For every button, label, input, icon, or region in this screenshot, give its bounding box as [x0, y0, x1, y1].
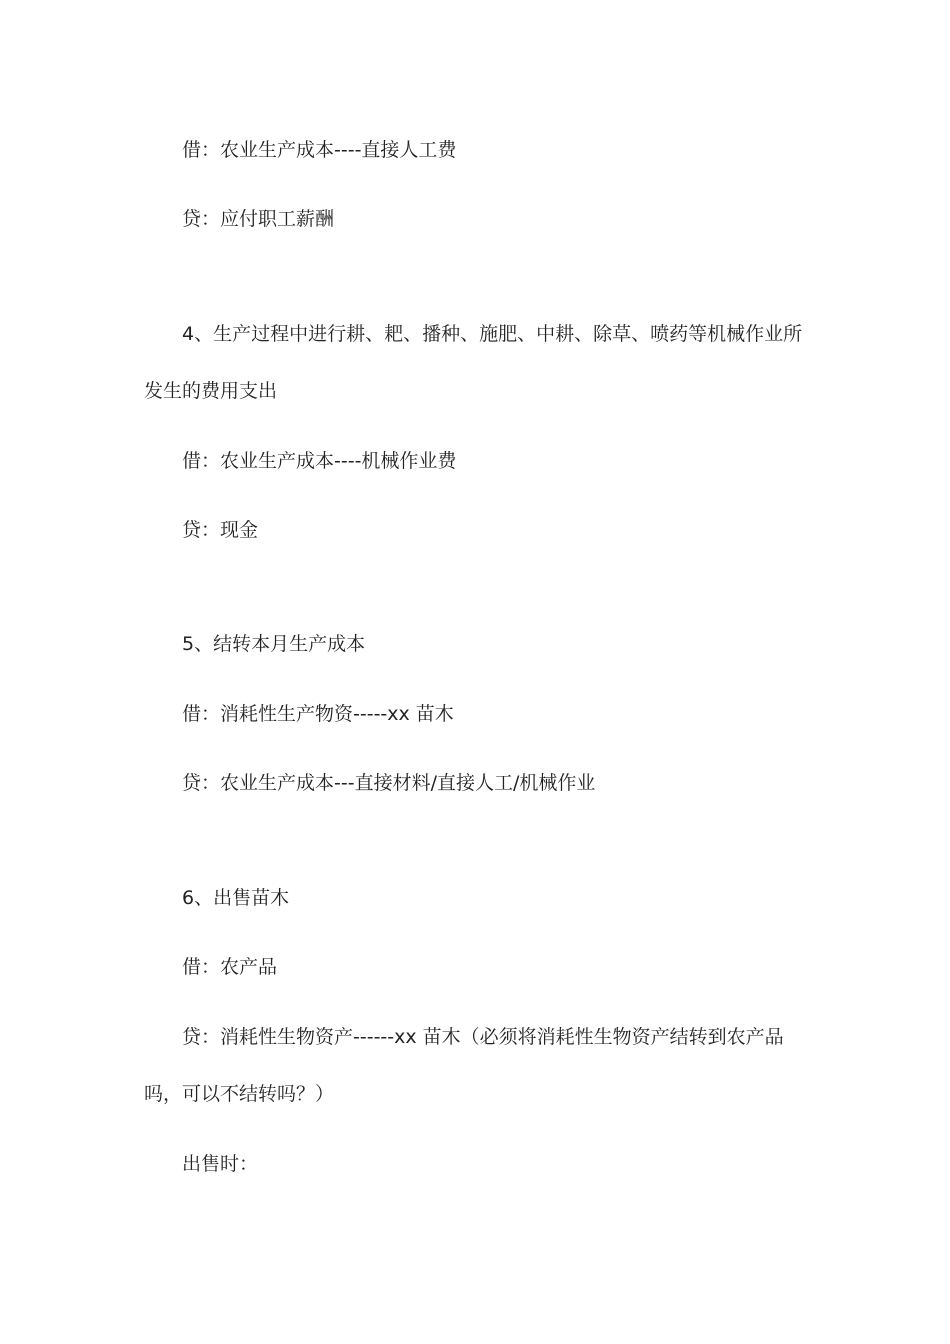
entry-credit-consumable-assets: 贷：消耗性生物资产------xx 苗木（必须将消耗性生物资产结转到农产品 [182, 1026, 784, 1048]
entry-credit-consumable-assets-cont: 吗，可以不结转吗？） [144, 1083, 335, 1105]
entry-debit-machinery: 借：农业生产成本----机械作业费 [182, 450, 457, 472]
sale-heading: 出售时： [182, 1153, 259, 1175]
entry-credit-payroll: 贷：应付职工薪酬 [182, 208, 335, 230]
section-4-heading: 4、生产过程中进行耕、耙、播种、施肥、中耕、除草、喷药等机械作业所 [182, 323, 803, 345]
entry-credit-production-cost: 贷：农业生产成本---直接材料/直接人工/机械作业 [182, 772, 596, 794]
section-4-heading-cont: 发生的费用支出 [144, 380, 278, 402]
entry-debit-direct-labor: 借：农业生产成本----直接人工费 [182, 139, 457, 161]
entry-debit-agricultural-products: 借：农产品 [182, 956, 278, 978]
entry-debit-consumable-materials: 借：消耗性生产物资-----xx 苗木 [182, 703, 454, 725]
section-5-heading: 5、结转本月生产成本 [182, 633, 366, 655]
entry-credit-cash: 贷：现金 [182, 519, 259, 541]
section-6-heading: 6、出售苗木 [182, 887, 290, 909]
